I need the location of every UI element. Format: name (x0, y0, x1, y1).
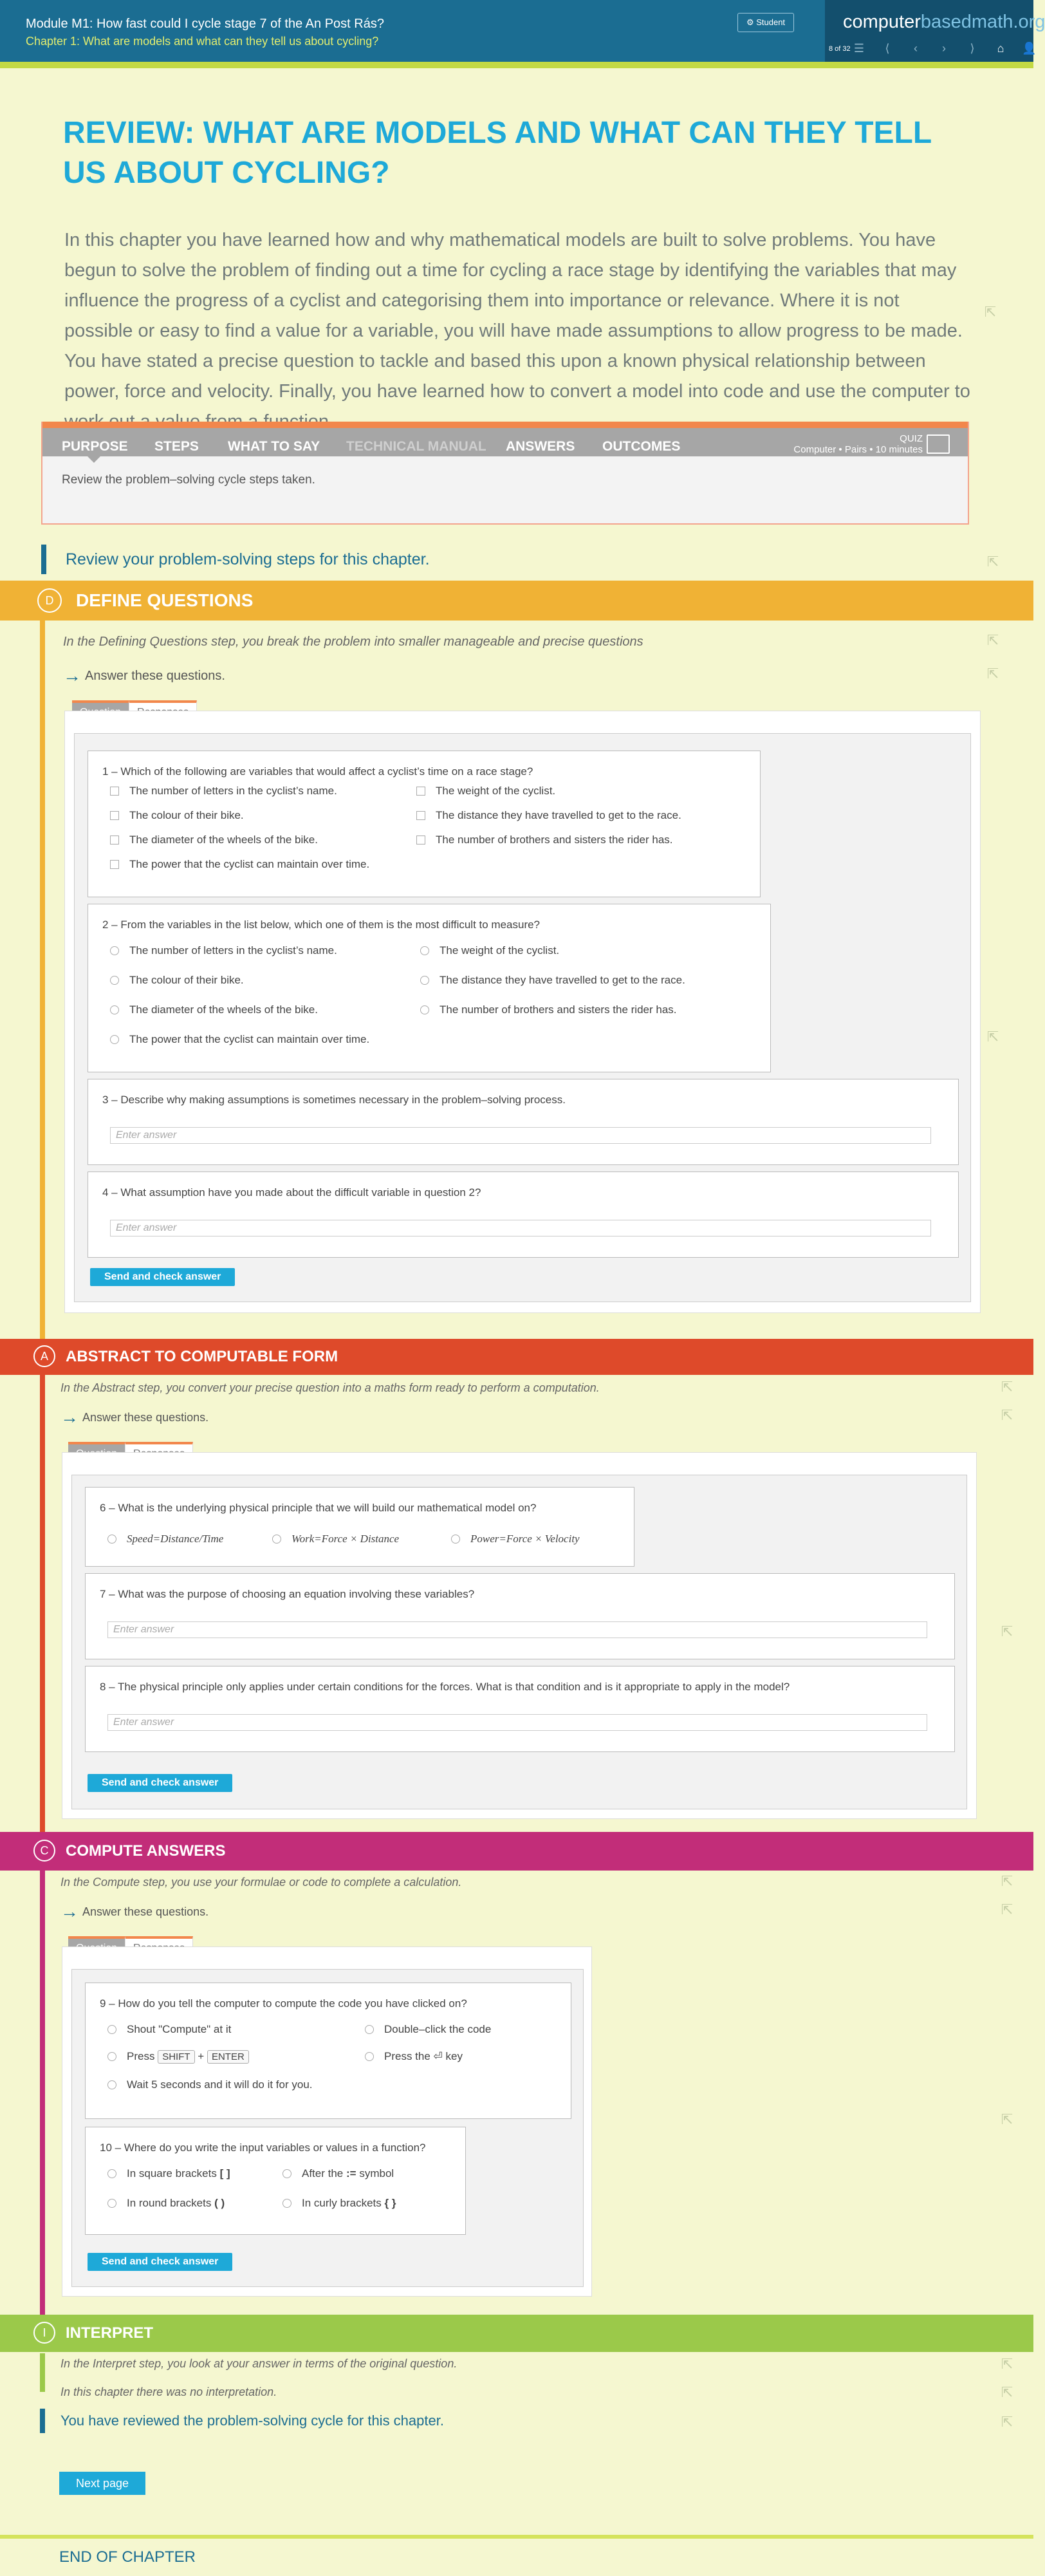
expand-icon[interactable]: ⇱ (1001, 2414, 1013, 2430)
q1-option-1-label: The number of letters in the cyclist’s name. (129, 785, 337, 797)
purpose-tabbar (42, 422, 968, 456)
expand-icon[interactable]: ⇱ (986, 632, 999, 648)
next-page-icon[interactable]: › (942, 42, 946, 55)
enter-key: ENTER (207, 2050, 249, 2064)
tab-answers[interactable]: ANSWERS (506, 439, 575, 454)
q9-option-4[interactable] (365, 2050, 463, 2063)
intro-text: In this chapter you have learned how and why mathematical models are built to solve problems. You have begun to solve the problem of finding out a time for cycling a race stage by identifying the variables that may influence the progress of a cyclist and categorising them into importance or relevance. Where it is not possible or easy to find a value for a variable, you will have made assumptions to allow progress to be made. You have stated a precise question to tackle and based this upon a known physical relationship between power, force and velocity. Finally, you have learned how to convert a model into code and use the computer to (64, 230, 970, 402)
q2-option-6[interactable] (420, 1003, 677, 1016)
q2-option-7-label: The power that the cyclist can maintain over time. (129, 1033, 370, 1045)
q6-option-2[interactable] (272, 1533, 399, 1545)
q10-option-1-symbol: [ ] (219, 2167, 230, 2179)
abstract-send-button[interactable]: Send and check answer (88, 1774, 232, 1792)
question-1 (88, 751, 761, 897)
q2-option-2[interactable] (420, 944, 559, 957)
define-description: In the Defining Questions step, you break the problem into smaller manageable and precise questions (63, 635, 643, 649)
page-indicator-text: 8 of 32 (829, 45, 851, 53)
q1-option-4-label: The distance they have travelled to get to the race. (436, 809, 681, 821)
q10-option-4[interactable] (282, 2197, 396, 2210)
end-of-chapter: END OF CHAPTER (0, 2535, 1033, 2576)
q7-title: 7 – What was the purpose of choosing an equation involving these variables? (100, 1588, 475, 1600)
expand-icon[interactable]: ⇱ (984, 304, 997, 320)
arrow-icon: → (60, 1407, 79, 1427)
abstract-question-area (71, 1475, 967, 1809)
abstract-line (40, 1375, 45, 1833)
question-4 (88, 1171, 959, 1258)
q10-option-4-label: In curly brackets (302, 2197, 382, 2209)
q6-option-1[interactable] (107, 1533, 223, 1545)
abstract-letter: A (33, 1345, 55, 1367)
prev-page-icon[interactable]: ‹ (914, 42, 918, 55)
brand-part1: computer (843, 12, 921, 32)
interpret-note: In this chapter there was no interpretation. (60, 2385, 277, 2398)
expand-icon[interactable]: ⇱ (1001, 1623, 1013, 1639)
q10-option-3-label: In round brackets (127, 2197, 212, 2209)
radio[interactable] (420, 976, 429, 985)
q6-title: 6 – What is the underlying physical principle that we will build our mathematical model on? (100, 1502, 537, 1514)
interpret-title: INTERPRET (66, 2324, 154, 2342)
expand-icon[interactable]: ⇱ (1001, 2111, 1013, 2127)
checkbox[interactable] (110, 811, 119, 820)
q2-option-3-label: The colour of their bike. (129, 974, 244, 986)
q9-option-5-label: Wait 5 seconds and it will do it for you. (127, 2078, 313, 2091)
define-section-header (0, 581, 1033, 621)
abstract-answer-text: Answer these questions. (82, 1411, 209, 1424)
radio[interactable] (107, 1535, 116, 1544)
tab-technical-manual[interactable]: TECHNICAL MANUAL (346, 439, 486, 454)
checkbox[interactable] (110, 787, 119, 796)
q1-option-2-label: The weight of the cyclist. (436, 785, 556, 797)
last-page-icon[interactable]: ⟩ (970, 42, 975, 55)
first-page-icon[interactable]: ⟨ (885, 42, 890, 55)
define-title: DEFINE QUESTIONS (76, 590, 254, 610)
radio[interactable] (107, 2052, 116, 2061)
q9-title: 9 – How do you tell the computer to compute the code you have clicked on? (100, 1997, 467, 2010)
q1-option-4[interactable] (416, 809, 681, 822)
q9-option-3-label: Press (127, 2050, 155, 2062)
q6-option-3-label: Power=Force × Velocity (470, 1533, 580, 1545)
question-8 (85, 1666, 955, 1752)
q10-option-2-symbol: := (346, 2167, 356, 2179)
compute-answer-prompt (60, 1901, 208, 1922)
quiz-label: QUIZ (900, 433, 923, 444)
quiz-info (793, 433, 923, 455)
q9-option-3[interactable] (107, 2050, 249, 2064)
student-button[interactable]: ⚙ Student (737, 13, 794, 32)
compute-answer-text: Answer these questions. (82, 1905, 209, 1918)
question-6 (85, 1487, 634, 1567)
q9-option-2-label: Double–click the code (384, 2023, 492, 2035)
compute-section-header (0, 1832, 1033, 1871)
checkbox[interactable] (110, 860, 119, 869)
q2-option-5[interactable] (110, 1003, 318, 1016)
q2-option-3[interactable] (110, 974, 244, 987)
purpose-panel (41, 422, 969, 525)
q9-option-1-label: Shout "Compute" at it (127, 2023, 232, 2035)
interpret-line (40, 2353, 45, 2392)
q9-option-4-label: Press the ⏎ key (384, 2050, 463, 2062)
compute-send-button[interactable]: Send and check answer (88, 2253, 232, 2271)
q2-option-5-label: The diameter of the wheels of the bike. (129, 1003, 318, 1016)
tab-what-to-say[interactable]: WHAT TO SAY (228, 439, 320, 454)
q4-title: 4 – What assumption have you made about the difficult variable in question 2? (102, 1186, 481, 1199)
q1-option-7-label: The power that the cyclist can maintain over time. (129, 858, 370, 870)
chapter-title: Chapter 1: What are models and what can they tell us about cycling? (26, 35, 379, 48)
q10-option-1[interactable] (107, 2167, 230, 2180)
checkbox[interactable] (416, 811, 425, 820)
q1-option-5-label: The diameter of the wheels of the bike. (129, 834, 318, 846)
q2-title: 2 – From the variables in the list below, which one of them is the most difficult to measure? (102, 919, 541, 931)
page-indicator (829, 45, 851, 53)
q1-option-1[interactable] (110, 785, 337, 798)
q1-option-3[interactable] (110, 809, 244, 822)
abstract-title: ABSTRACT TO COMPUTABLE FORM (66, 1348, 338, 1365)
tab-steps[interactable]: STEPS (154, 439, 199, 454)
radio[interactable] (365, 2025, 374, 2034)
interpret-letter: I (33, 2322, 55, 2344)
active-tab-caret (88, 456, 100, 463)
next-page-button[interactable]: Next page (59, 2472, 145, 2495)
define-line (40, 615, 45, 1347)
brand-area (825, 0, 1045, 62)
define-send-button[interactable]: Send and check answer (90, 1268, 235, 1286)
question-10 (85, 2127, 466, 2235)
compute-line (40, 1871, 45, 2316)
expand-icon[interactable]: ⇱ (1001, 1901, 1013, 1918)
compute-letter: C (33, 1840, 55, 1862)
review-complete-banner: You have reviewed the problem-solving cycle for this chapter. (40, 2409, 986, 2433)
radio[interactable] (365, 2052, 374, 2061)
q6-option-3[interactable] (451, 1533, 580, 1545)
abstract-question-panel (62, 1452, 977, 1819)
tab-purpose[interactable]: PURPOSE (62, 439, 128, 454)
expand-icon[interactable]: ⇱ (1001, 2384, 1013, 2400)
radio[interactable] (107, 2199, 116, 2208)
expand-icon[interactable]: ⇱ (1001, 2356, 1013, 2372)
radio[interactable] (282, 2199, 291, 2208)
q8-title: 8 – The physical principle only applies under certain conditions for the forces. What is that condition and is it appropriate to apply in the model? (100, 1681, 790, 1693)
quiz-meta: Computer • Pairs • 10 minutes (793, 444, 923, 455)
plus-sign: + (198, 2050, 205, 2062)
abstract-description: In the Abstract step, you convert your precise question into a maths form ready to perform a computation. (60, 1381, 600, 1394)
list-icon[interactable]: ☰ (853, 42, 865, 55)
brand-part2: basedmath (920, 12, 1013, 32)
nav-icons (852, 41, 1036, 55)
q1-option-2[interactable] (416, 785, 555, 798)
tab-outcomes[interactable]: OUTCOMES (602, 439, 681, 454)
compute-question-panel (62, 1946, 592, 2297)
q1-option-7[interactable] (110, 858, 369, 871)
abstract-section-header (0, 1339, 1033, 1375)
brand-part3: .org (1013, 12, 1045, 32)
q2-option-7[interactable] (110, 1033, 369, 1046)
brand-logo[interactable] (843, 12, 1045, 33)
compute-title: COMPUTE ANSWERS (66, 1842, 226, 1860)
radio[interactable] (110, 976, 119, 985)
abstract-answer-prompt (60, 1407, 208, 1428)
q10-option-2-post: symbol (359, 2167, 394, 2179)
module-title: Module M1: How fast could I cycle stage 7 of the An Post Rás? (26, 17, 384, 31)
arrow-icon: → (60, 1901, 79, 1921)
expand-icon[interactable]: ⇱ (1001, 1407, 1013, 1423)
q1-option-5[interactable] (110, 834, 318, 846)
question-2 (88, 904, 771, 1072)
radio[interactable] (420, 1005, 429, 1014)
student-label: Student (756, 17, 786, 27)
computer-icon (927, 434, 950, 454)
interpret-description: In the Interpret step, you look at your answer in terms of the original question. (60, 2357, 458, 2370)
q2-option-4-label: The distance they have travelled to get to the race. (439, 974, 685, 986)
q3-answer-input[interactable]: Enter answer (110, 1127, 931, 1144)
q2-option-2-label: The weight of the cyclist. (439, 944, 560, 957)
radio[interactable] (282, 2169, 291, 2178)
question-3 (88, 1079, 959, 1165)
q2-option-4[interactable] (420, 974, 685, 987)
define-question-area (74, 733, 971, 1302)
q10-option-2-label: After the (302, 2167, 344, 2179)
q8-answer-input[interactable]: Enter answer (107, 1714, 927, 1731)
radio[interactable] (110, 1035, 119, 1044)
q10-title: 10 – Where do you write the input variables or values in a function? (100, 2142, 426, 2154)
radio[interactable] (110, 1005, 119, 1014)
q2-option-1[interactable] (110, 944, 337, 957)
arrow-icon: → (63, 666, 81, 686)
q1-title: 1 – Which of the following are variables that would affect a cyclist’s time on a race stage? (102, 765, 533, 778)
checkbox[interactable] (110, 835, 119, 845)
define-answer-text: Answer these questions. (85, 669, 225, 683)
q10-option-3-symbol: ( ) (214, 2197, 225, 2209)
expand-icon[interactable]: ⇱ (986, 666, 999, 682)
q3-title: 3 – Describe why making assumptions is sometimes necessary in the problem–solving process. (102, 1094, 566, 1106)
q1-option-3-label: The colour of their bike. (129, 809, 244, 821)
define-answer-prompt (63, 666, 225, 686)
q10-option-4-symbol: { } (384, 2197, 396, 2209)
expand-icon[interactable]: ⇱ (986, 1029, 999, 1045)
q2-option-6-label: The number of brothers and sisters the rider has. (439, 1003, 677, 1016)
shift-key: SHIFT (158, 2050, 194, 2064)
q6-option-2-label: Work=Force × Distance (291, 1533, 400, 1545)
q9-option-2[interactable] (365, 2023, 491, 2036)
q9-option-1[interactable] (107, 2023, 231, 2036)
user-icon[interactable]: 👤 (1022, 42, 1037, 55)
q2-option-1-label: The number of letters in the cyclist’s name. (129, 944, 337, 957)
compute-description: In the Compute step, you use your formulae or code to complete a calculation. (60, 1876, 462, 1889)
radio[interactable] (420, 946, 429, 955)
radio[interactable] (272, 1535, 281, 1544)
question-9 (85, 1983, 571, 2119)
radio[interactable] (451, 1535, 460, 1544)
q9-option-5[interactable] (107, 2078, 313, 2091)
checkbox[interactable] (416, 835, 425, 845)
q10-option-3[interactable] (107, 2197, 225, 2210)
checkbox[interactable] (416, 787, 425, 796)
top-bar (0, 0, 1045, 68)
purpose-content: Review the problem–solving cycle steps taken. (62, 473, 315, 487)
q4-answer-input[interactable]: Enter answer (110, 1220, 931, 1237)
home-icon[interactable]: ⌂ (997, 42, 1004, 55)
radio[interactable] (110, 946, 119, 955)
q1-option-6-label: The number of brothers and sisters the rider has. (436, 834, 673, 846)
q1-option-6[interactable] (416, 834, 673, 846)
radio[interactable] (107, 2080, 116, 2089)
question-7 (85, 1573, 955, 1659)
radio[interactable] (107, 2025, 116, 2034)
q10-option-1-label: In square brackets (127, 2167, 217, 2179)
expand-icon[interactable]: ⇱ (1001, 1379, 1013, 1395)
q10-option-2[interactable] (282, 2167, 394, 2180)
page-title: REVIEW: WHAT ARE MODELS AND WHAT CAN THEY TELL US ABOUT CYCLING? (63, 116, 932, 190)
define-letter: D (37, 588, 62, 613)
radio[interactable] (107, 2169, 116, 2178)
q6-option-1-label: Speed=Distance/Time (127, 1533, 224, 1545)
define-question-panel (64, 711, 981, 1313)
compute-question-area (71, 1969, 584, 2287)
interpret-section-header (0, 2315, 1033, 2352)
review-banner: Review your problem-solving steps for this chapter. (41, 545, 971, 574)
q7-answer-input[interactable]: Enter answer (107, 1621, 927, 1638)
expand-icon[interactable]: ⇱ (986, 554, 999, 570)
expand-icon[interactable]: ⇱ (1001, 1873, 1013, 1889)
